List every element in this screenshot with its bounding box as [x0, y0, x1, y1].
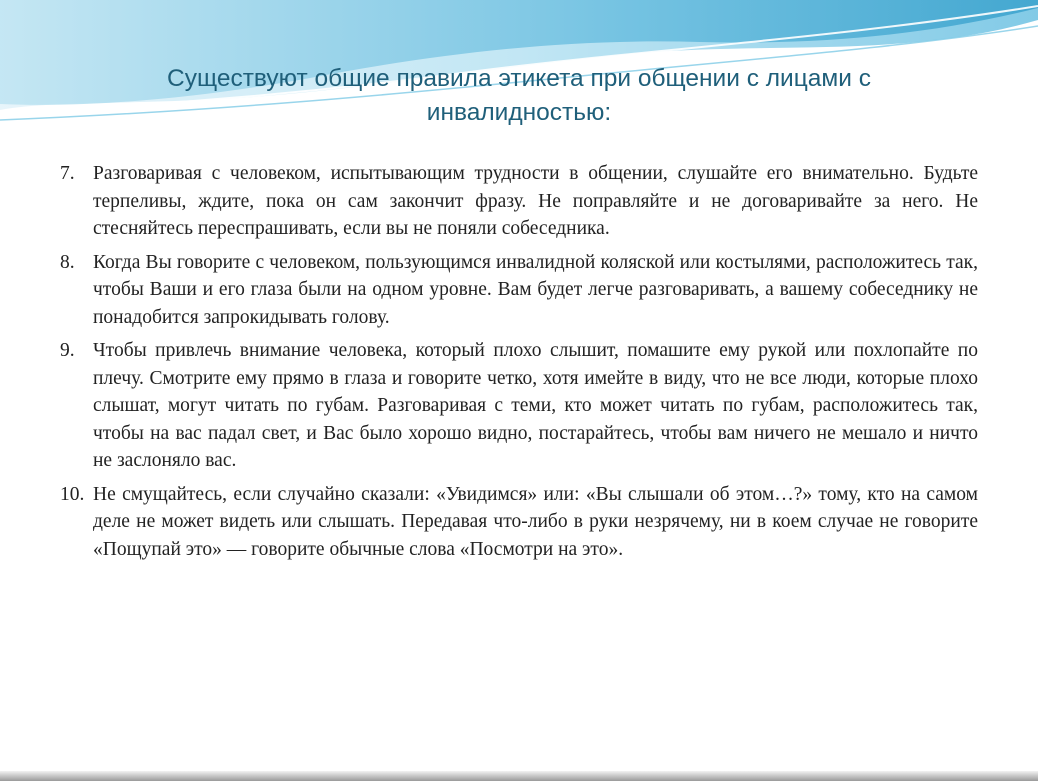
rule-item-8 [60, 249, 978, 332]
rule-item-10 [60, 481, 978, 564]
rule-text: Когда Вы говорите с человеком, пользующимся инвалидной коляской или костылями, расположитесь так, чтобы Ваши и его глаза были на одном уровне. Вам будет легче разговаривать, а вашему собеседнику не понадобится запрокидывать голову. [93, 251, 978, 328]
rule-number: 7. [60, 163, 75, 184]
rule-number: 10. [60, 483, 85, 505]
rules-list [60, 160, 978, 569]
slide-title: Существуют общие правила этикета при общении с лицами с инвалидностью: [167, 65, 871, 126]
slide-bottom-border [0, 771, 1038, 781]
rule-item-7 [60, 160, 978, 243]
rule-text: Чтобы привлечь внимание человека, который плохо слышит, помашите ему рукой или похлопайте по плечу. Смотрите ему прямо в глаза и говорите четко, хотя имейте в виду, что не все люди, которые плохо слышат, могут читать по губам. Разговаривая с теми, кто может читать по губам, расположитесь так, чтобы на вас падал свет, и Вас было хорошо видно, постарайтесь, чтобы вам ничего не мешало и ничто не заслоняло вас. [93, 340, 978, 471]
rule-number: 8. [60, 251, 75, 273]
rule-text: Не смущайтесь, если случайно сказали: «Увидимся» или: «Вы слышали об этом…?» тому, кто на самом деле не может видеть или слышать. Передавая что-либо в руки незрячему, ни в коем случае не говорите «Пощупай это» — говорите обычные слова «Посмотри на это». [93, 483, 978, 560]
rule-item-9 [60, 337, 978, 475]
rule-text: Разговаривая с человеком, испытывающим трудности в общении, слушайте его внимательно. Будьте терпеливы, ждите, пока он сам закончит фразу. Не поправляйте и не договаривайте за него. Не стесняйтесь переспрашивать, если вы не поняли собеседника. [93, 163, 978, 239]
rule-number: 9. [60, 340, 75, 361]
